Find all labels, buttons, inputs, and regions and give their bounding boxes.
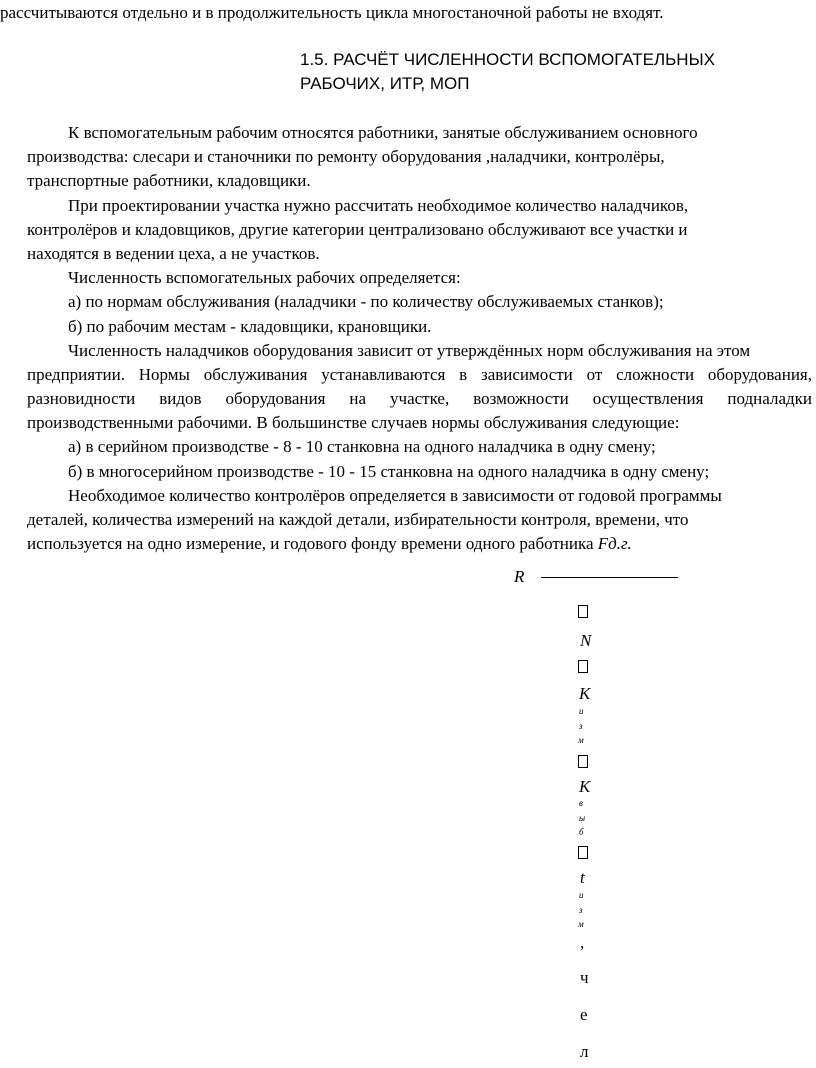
formula-subscript-char: в <box>579 798 583 808</box>
formula-k-symbol: K <box>579 684 591 703</box>
formula-unit-char: е <box>580 1005 588 1024</box>
paragraph-1-line-2: производства: слесари и станочники по ремонту оборудования ,наладчики, контролёры, <box>27 147 665 166</box>
formula-subscript-char: з <box>579 905 583 915</box>
top-text-line: рассчитываются отдельно и в продолжительность цикла многостаночной работы не входят. <box>0 3 664 22</box>
list-item-a: а) по нормам обслуживания (наладчики - по количеству обслуживаемых станков); <box>68 292 664 311</box>
annual-time-fund-symbol: Fд.г. <box>597 534 632 553</box>
paragraph-1-line-3: транспортные работники, кладовщики. <box>27 171 311 190</box>
formula-subscript-char: з <box>579 721 583 731</box>
paragraph-3: Численность вспомогательных рабочих определяется: <box>68 268 461 287</box>
formula-subscript-char: и <box>579 706 584 716</box>
paragraph-2-line-1: При проектировании участка нужно рассчитать необходимое количество наладчиков, <box>68 196 689 215</box>
formula-t-symbol: t <box>580 868 585 887</box>
norm-item-a: а) в серийном производстве - 8 - 10 станковна на одного наладчика в одну смену; <box>68 437 656 456</box>
formula-missing-glyph-box <box>578 660 588 673</box>
formula-subscript-char: и <box>579 890 584 900</box>
paragraph-4-line-2: предприятии. Нормы обслуживания устанавливаются в зависимости от сложности оборудования, <box>27 365 812 384</box>
paragraph-5-line-3-text: используется на одно измерение, и годового фонду времени одного работника <box>27 534 598 553</box>
formula-subscript-char: м <box>578 735 584 745</box>
norm-item-b: б) в многосерийном производстве - 10 - 15 станковна на одного наладчика в одну смену; <box>68 462 710 481</box>
section-heading-line-1: 1.5. РАСЧЁТ ЧИСЛЕННОСТИ ВСПОМОГАТЕЛЬНЫХ <box>300 50 715 69</box>
formula-subscript-char: ы <box>579 813 586 823</box>
formula-missing-glyph-box <box>578 846 588 859</box>
formula-unit-char: л <box>580 1042 589 1061</box>
formula-subscript-char: б <box>579 827 584 837</box>
list-item-b: б) по рабочим местам - кладовщики, крановщики. <box>68 317 432 336</box>
formula-missing-glyph-box <box>578 605 588 618</box>
paragraph-5-line-2: деталей, количества измерений на каждой детали, избирательности контроля, времени, что <box>27 510 689 529</box>
paragraph-5-line-3 <box>27 533 632 555</box>
formula-missing-glyph-box <box>578 755 588 768</box>
paragraph-2-line-3: находятся в ведении цеха, а не участков. <box>27 244 320 263</box>
formula-unit-char: ч <box>580 968 589 987</box>
formula-comma: , <box>580 933 585 952</box>
formula-fraction-bar <box>541 577 678 578</box>
formula-subscript-char: м <box>578 919 584 929</box>
paragraph-4-line-1: Численность наладчиков оборудования зависит от утверждённых норм обслуживания на этом <box>68 341 751 360</box>
paragraph-4-line-4: производственными рабочими. В большинстве случаев нормы обслуживания следующие: <box>27 413 680 432</box>
paragraph-1-line-1: К вспомогательным рабочим относятся работники, занятые обслуживанием основного <box>68 123 698 142</box>
formula-k-symbol: K <box>579 777 591 796</box>
paragraph-4-line-3: разновидности видов оборудования на участке, возможности осуществления подналадки <box>27 389 812 408</box>
paragraph-5-line-1: Необходимое количество контролёров определяется в зависимости от годовой программы <box>68 486 722 505</box>
paragraph-2-line-2: контролёров и кладовщиков, другие категории централизовано обслуживают все участки и <box>27 220 688 239</box>
formula-n-symbol: N <box>580 631 592 650</box>
section-heading-line-2: РАБОЧИХ, ИТР, МОП <box>300 74 470 93</box>
formula-r-symbol: R <box>514 567 525 586</box>
